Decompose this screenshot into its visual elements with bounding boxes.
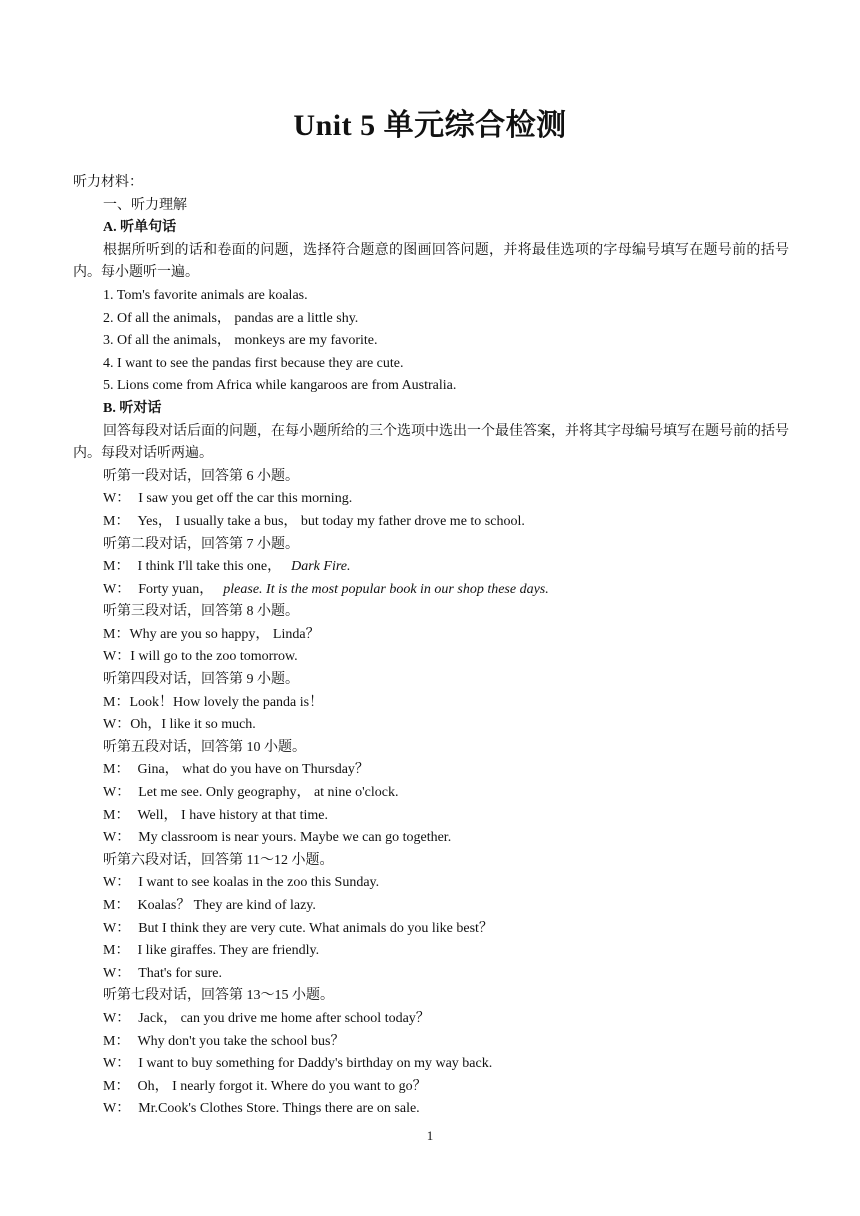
dialogue-line (73, 872, 789, 895)
dialogue-text: I think I'll take this one， (137, 559, 282, 575)
dialogue-text: I saw you get off the car this morning. (138, 491, 353, 507)
dialogue-text: Well， I have history at that time. (137, 807, 328, 823)
page-title: Unit 5 单元综合检测 (293, 109, 567, 142)
speaker: W： (103, 1101, 131, 1117)
dialogue-label: 听第六段对话，回答第 11～12 小题。 (103, 852, 334, 868)
document-body (73, 172, 789, 1121)
dialogue-text: Why don't you take the school bus？ (137, 1033, 345, 1049)
part-b-instructions: 回答每段对话后面的问题，在每小题所给的三个选项中选出一个最佳答案，并将其字母编号填写在题号前的括号内。每段对话听两遍。 (73, 423, 789, 462)
speaker: M： (103, 559, 130, 575)
dialogue-text-italic: please. It is the most popular book in our shop these days. (223, 581, 549, 597)
dialogue-text: Jack， can you drive me home after school today？ (138, 1010, 430, 1026)
dialogue-line (73, 895, 789, 918)
part-a-instructions: 根据所听到的话和卷面的问题，选择符合题意的图画回答问题，并将最佳选项的字母编号填写在题号前的括号内。每小题听一遍。 (73, 242, 789, 281)
speaker: W： (103, 491, 131, 507)
dialogue-line (73, 1031, 789, 1054)
speaker: W： (103, 1056, 131, 1072)
speaker: M： (103, 1078, 130, 1094)
dialogue-text: Let me see. Only geography， at nine o'clock. (138, 785, 399, 801)
list-item: 1. Tom's favorite animals are koalas. (103, 287, 308, 303)
list-item: 3. Of all the animals， monkeys are my favorite. (103, 333, 378, 349)
section-heading: 一、听力理解 (103, 197, 187, 213)
intro-label: 听力材料： (73, 175, 143, 190)
list-item: 2. Of all the animals， pandas are a little shy. (103, 310, 359, 326)
dialogue-text: I want to buy something for Daddy's birthday on my way back. (138, 1056, 493, 1072)
dialogue-text: But I think they are very cute. What animals do you like best？ (138, 920, 493, 936)
dialogue-line (73, 1008, 789, 1031)
dialogue-line (73, 1076, 789, 1099)
speaker: W： (103, 965, 131, 981)
dialogue-text: I like giraffes. They are friendly. (137, 943, 320, 959)
dialogue-line (73, 782, 789, 805)
speaker: W： (103, 785, 131, 801)
dialogue-text: Koalas？ They are kind of lazy. (137, 898, 316, 913)
speaker: M： (103, 943, 130, 959)
speaker: W： (103, 581, 131, 597)
speaker: M： (103, 898, 130, 913)
speaker: M： (103, 513, 130, 529)
dialogue-line (73, 963, 789, 986)
dialogue-line (73, 827, 789, 850)
speaker: M： (103, 807, 130, 823)
dialogue-label: 听第二段对话，回答第 7 小题。 (103, 536, 299, 552)
dialogue-text: Mr.Cook's Clothes Store. Things there are on sale. (138, 1101, 420, 1117)
dialogue-text: My classroom is near yours. Maybe we can go together. (138, 830, 452, 846)
list-item: 5. Lions come from Africa while kangaroos are from Australia. (103, 378, 457, 394)
list-item: 4. I want to see the pandas first because they are cute. (103, 355, 404, 371)
speaker: M： (103, 762, 130, 778)
speaker: M： (103, 1033, 130, 1049)
dialogue-line (73, 805, 789, 828)
dialogue-label: 听第一段对话，回答第 6 小题。 (103, 468, 299, 484)
speaker: W： (103, 920, 131, 936)
dialogue-line (73, 759, 789, 782)
dialogue-line (73, 1053, 789, 1076)
dialogue-text: Yes， I usually take a bus， but today my father drove me to school. (137, 513, 525, 529)
dialogue-text: Oh， I nearly forgot it. Where do you want to go？ (137, 1078, 427, 1094)
page-number: 1 (426, 1128, 434, 1143)
part-a-heading: A. 听单句话 (103, 220, 177, 236)
dialogue-label: 听第五段对话，回答第 10 小题。 (103, 739, 306, 755)
dialogue-label: 听第四段对话，回答第 9 小题。 (103, 672, 299, 688)
dialogue-label: 听第七段对话，回答第 13～15 小题。 (103, 988, 334, 1004)
dialogue-line: W：Oh，I like it so much. (103, 717, 256, 733)
speaker: W： (103, 1010, 131, 1026)
book-title: Dark Fire (291, 559, 347, 575)
dialogue-text: I want to see koalas in the zoo this Sunday. (138, 875, 380, 891)
dialogue-text: Forty yuan， (138, 581, 214, 597)
dialogue-line (73, 1098, 789, 1121)
dialogue-line: M：Look！How lovely the panda is！ (103, 694, 324, 710)
dialogue-line: M： I think I'll take this one， Dark Fire. (103, 559, 351, 575)
dialogue-label: 听第三段对话，回答第 8 小题。 (103, 604, 299, 620)
dialogue-line: W：I will go to the zoo tomorrow. (103, 649, 298, 665)
dialogue-line (73, 918, 789, 941)
part-b-heading: B. 听对话 (103, 400, 162, 416)
dialogue-text: That's for sure. (138, 965, 222, 981)
speaker: W： (103, 875, 131, 891)
dialogue-line: M：Why are you so happy， Linda？ (103, 626, 320, 642)
dialogue-line (73, 511, 789, 534)
dialogue-line (73, 488, 789, 511)
speaker: W： (103, 830, 131, 846)
dialogue-text: Gina， what do you have on Thursday？ (137, 762, 369, 778)
dialogue-line (73, 579, 789, 602)
dialogue-line (73, 940, 789, 963)
